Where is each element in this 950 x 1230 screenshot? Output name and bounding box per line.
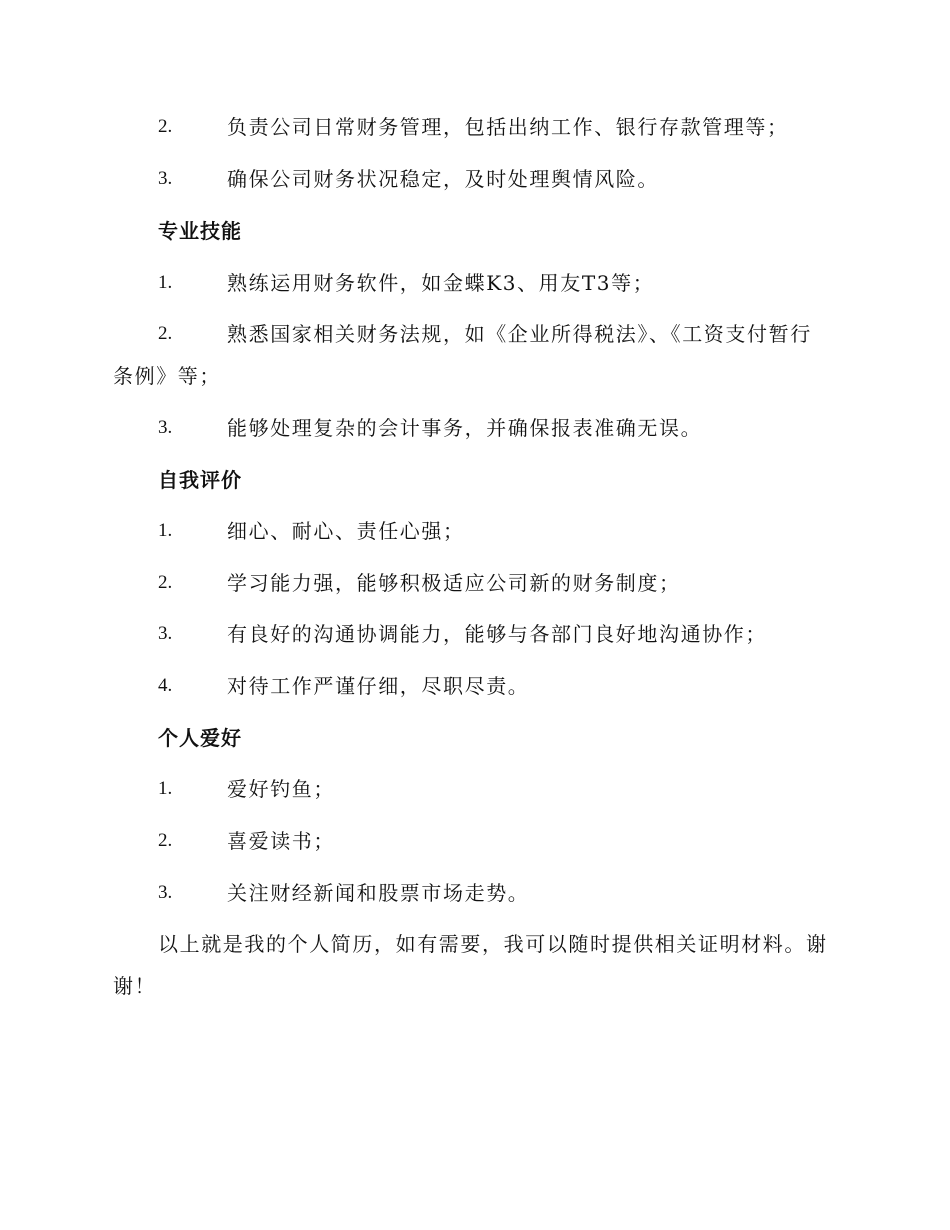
list-number: 1. [158, 520, 173, 541]
list-text: 爱好钓鱼； [227, 777, 335, 801]
list-number: 3. [158, 623, 173, 644]
list-number: 1. [158, 778, 173, 799]
list-text: 关注财经新闻和股票市场走势。 [227, 881, 530, 905]
list-text: 熟练运用财务软件，如金蝶K3、用友T3等； [227, 271, 655, 295]
list-number: 3. [158, 168, 173, 189]
section-heading-hobbies: 个人爱好 [158, 726, 242, 750]
list-text: 有良好的沟通协调能力，能够与各部门良好地沟通协作； [227, 622, 767, 646]
list-number: 2. [158, 116, 173, 137]
list-text: 能够处理复杂的会计事务，并确保报表准确无误。 [227, 416, 703, 440]
list-number: 3. [158, 882, 173, 903]
section-heading-skills: 专业技能 [158, 219, 242, 243]
list-text: 熟悉国家相关财务法规，如《企业所得税法》、《工资支付暂行 [227, 322, 812, 346]
list-text: 细心、耐心、责任心强； [227, 519, 465, 543]
list-number: 3. [158, 417, 173, 438]
list-number: 2. [158, 323, 173, 344]
list-number: 1. [158, 272, 173, 293]
closing-paragraph-line1: 以上就是我的个人简历，如有需要，我可以随时提供相关证明材料。谢 [158, 932, 828, 956]
list-text: 负责公司日常财务管理，包括出纳工作、银行存款管理等； [227, 115, 789, 139]
list-text: 对待工作严谨仔细，尽职尽责。 [227, 674, 530, 698]
closing-paragraph-line2: 谢！ [113, 974, 157, 998]
list-number: 2. [158, 572, 173, 593]
list-text-continuation: 条例》等； [113, 364, 221, 388]
list-text: 确保公司财务状况稳定，及时处理舆情风险。 [227, 167, 659, 191]
section-heading-self-eval: 自我评价 [158, 468, 242, 492]
list-number: 2. [158, 830, 173, 851]
list-number: 4. [158, 675, 173, 696]
list-text: 学习能力强，能够积极适应公司新的财务制度； [227, 571, 681, 595]
list-text: 喜爱读书； [227, 829, 335, 853]
